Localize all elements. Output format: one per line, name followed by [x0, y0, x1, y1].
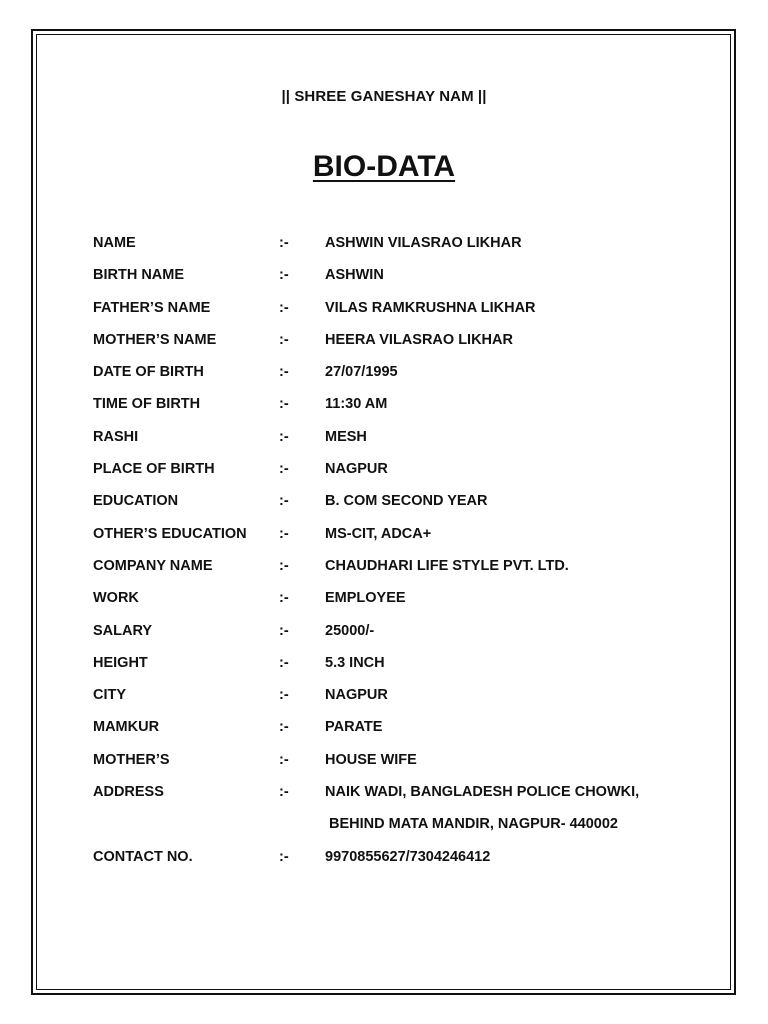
- field-fathers-name: [93, 298, 693, 330]
- field-salary: [93, 621, 693, 653]
- field-separator: :-: [279, 235, 289, 251]
- field-label: COMPANY NAME: [93, 557, 213, 574]
- field-height: [93, 653, 693, 685]
- field-separator: :-: [279, 299, 289, 316]
- field-value: EMPLOYEE: [325, 590, 406, 607]
- field-name: [93, 233, 693, 265]
- invocation-line: || SHREE GANESHAY NAM ||: [281, 88, 487, 105]
- field-separator: :-: [279, 461, 289, 478]
- field-value: PARATE: [325, 719, 383, 736]
- field-label: MOTHER’S: [93, 751, 170, 768]
- field-label: SALARY: [93, 622, 153, 639]
- field-city: [93, 685, 693, 717]
- field-mothers-name: [93, 330, 693, 362]
- field-value: NAIK WADI, BANGLADESH POLICE CHOWKI,: [325, 784, 640, 801]
- field-label: FATHER’S NAME: [93, 299, 211, 316]
- field-value: 25000/-: [325, 622, 375, 639]
- field-value: HEERA VILASRAO LIKHAR: [325, 331, 513, 348]
- field-separator: :-: [279, 396, 289, 413]
- field-label: MOTHER’S NAME: [93, 331, 217, 348]
- field-separator: :-: [279, 428, 289, 445]
- field-label: HEIGHT: [93, 654, 148, 671]
- field-value: 5.3 INCH: [325, 654, 385, 671]
- field-value: NAGPUR: [325, 687, 388, 704]
- field-label: MAMKUR: [93, 719, 160, 736]
- field-birth-name: [93, 265, 693, 297]
- field-label: EDUCATION: [93, 493, 179, 510]
- field-value: MESH: [325, 428, 367, 445]
- field-rashi: [93, 427, 693, 459]
- field-place-of-birth: [93, 459, 693, 491]
- field-separator: :-: [279, 267, 289, 284]
- field-label: CONTACT NO.: [93, 848, 193, 865]
- field-label: TIME OF BIRTH: [93, 396, 201, 413]
- field-value: VILAS RAMKRUSHNA LIKHAR: [325, 299, 536, 316]
- field-separator: :-: [279, 622, 289, 639]
- field-value: MS-CIT, ADCA+: [325, 525, 432, 542]
- document-title: BIO-DATA: [312, 150, 456, 183]
- field-label: RASHI: [93, 428, 139, 445]
- field-label: CITY: [93, 687, 127, 704]
- field-address: [93, 782, 693, 814]
- field-value: HOUSE WIFE: [325, 751, 417, 768]
- field-date-of-birth: [93, 362, 693, 394]
- field-label: ADDRESS: [93, 784, 164, 801]
- field-value: ASHWIN VILASRAO LIKHAR: [325, 235, 522, 251]
- field-contact-no: [93, 847, 693, 879]
- field-label: DATE OF BIRTH: [93, 364, 204, 381]
- field-value: B. COM SECOND YEAR: [325, 493, 488, 510]
- field-separator: :-: [279, 654, 289, 671]
- field-label: PLACE OF BIRTH: [93, 461, 215, 478]
- field-separator: :-: [279, 364, 289, 381]
- field-separator: :-: [279, 525, 289, 542]
- field-separator: :-: [279, 557, 289, 574]
- field-work: [93, 588, 693, 620]
- field-value: 11:30 AM: [325, 396, 388, 413]
- field-label: WORK: [93, 590, 139, 607]
- field-separator: :-: [279, 493, 289, 510]
- field-others-education: [93, 524, 693, 556]
- field-separator: :-: [279, 687, 289, 704]
- field-value: NAGPUR: [325, 461, 388, 478]
- field-company-name: [93, 556, 693, 588]
- field-label: BIRTH NAME: [93, 267, 185, 284]
- field-separator: :-: [279, 751, 289, 768]
- field-separator: :-: [279, 848, 289, 865]
- field-separator: :-: [279, 719, 289, 736]
- field-time-of-birth: [93, 394, 693, 426]
- field-value: 27/07/1995: [325, 364, 398, 381]
- field-separator: :-: [279, 784, 289, 801]
- field-mothers: [93, 750, 693, 782]
- biodata-fields: [93, 233, 693, 879]
- field-separator: :-: [279, 590, 289, 607]
- field-value: 9970855627/7304246412: [325, 848, 491, 865]
- field-label: NAME: [93, 235, 136, 251]
- field-separator: :-: [279, 331, 289, 348]
- field-address-continuation: [93, 814, 693, 846]
- field-value: CHAUDHARI LIFE STYLE PVT. LTD.: [325, 557, 569, 574]
- field-education: [93, 491, 693, 523]
- field-value: ASHWIN: [325, 267, 384, 284]
- field-value: BEHIND MATA MANDIR, NAGPUR- 440002: [329, 816, 618, 833]
- field-label: OTHER’S EDUCATION: [93, 525, 247, 542]
- field-mamkur: [93, 717, 693, 749]
